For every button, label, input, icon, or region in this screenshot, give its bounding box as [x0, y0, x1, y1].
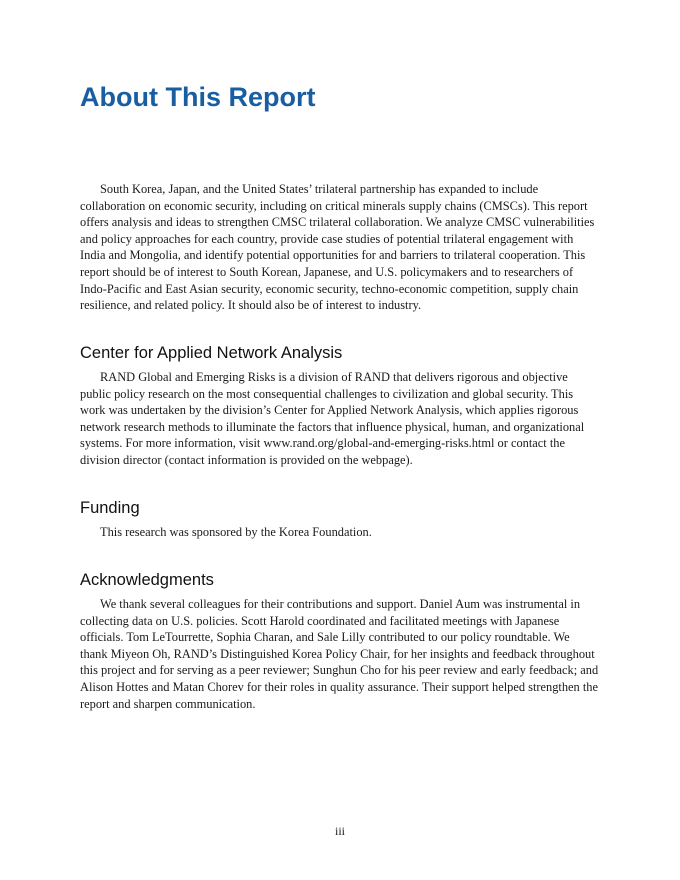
section-paragraph: RAND Global and Emerging Risks is a division of RAND that delivers rigorous and objective public policy research on the most consequential challenges to civilization and global security. This work was undertaken by the division’s Center for Applied Network Analysis, which applies rigorous network research methods to illuminate the factors that influence physical, human, and organizational systems. For more information, visit www.rand.org/global-and-emerging-risks.html or contact the division director (contact information is provided on the webpage). [80, 370, 585, 467]
section-paragraph: We thank several colleagues for their contributions and support. Daniel Aum was instrumental in collecting data on U.S. policies. Scott Harold coordinated and facilitated meetings with Japanese officials. Tom LeTourrette, Sophia Charan, and Sale Lilly contributed to our policy roundtable. We thank Miyeon Oh, RAND’s Distinguished Korea Policy Chair, for her insights and feedback throughout this project and for serving as a peer reviewer; Sunghun Cho for his peer review and early feedback; and Alison Hottes and Matan Chorev for their roles in quality assurance. Their support helped strengthen the report and sharpen communication. [80, 597, 599, 711]
section-heading: Funding [80, 499, 140, 517]
section-funding [80, 497, 600, 541]
section-center-for-applied-network-analysis [80, 342, 600, 469]
intro-paragraph: South Korea, Japan, and the United States’ trilateral partnership has expanded to include collaboration on economic security, including on critical minerals supply chains (CMSCs). This report offers analysis and ideas to strengthen CMSC trilateral collaboration. We analyze CMSC vulnerabilities and policy approaches for each country, provide case studies of potential trilateral engagement with India and Mongolia, and identify potential opportunities for and barriers to trilateral cooperation. This report should be of interest to South Korean, Japanese, and U.S. policymakers and to researchers of Indo-Pacific and East Asian security, economic security, techno-economic competition, supply chain resilience, and related policy. It should also be of interest to industry. [80, 182, 595, 313]
page-number: iii [334, 824, 345, 838]
intro-section [80, 181, 600, 314]
section-heading: Center for Applied Network Analysis [80, 344, 343, 362]
section-heading: Acknowledgments [80, 571, 214, 589]
section-acknowledgments [80, 569, 600, 712]
page-title: About This Report [80, 82, 316, 112]
section-paragraph: This research was sponsored by the Korea Foundation. [100, 525, 372, 539]
